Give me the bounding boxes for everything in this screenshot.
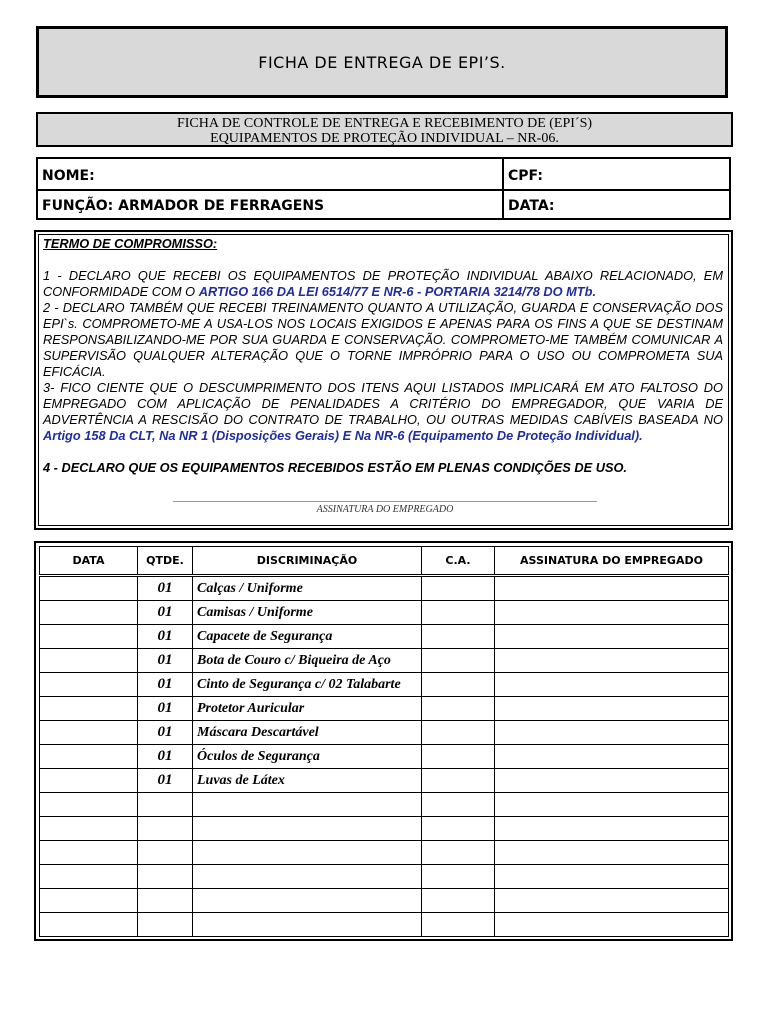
row-ca-cell[interactable] — [422, 721, 495, 745]
table-row — [40, 817, 729, 841]
row-description-cell: Capacete de Segurança — [193, 625, 422, 649]
subtitle-box — [36, 112, 733, 147]
row-date-cell[interactable] — [40, 865, 138, 889]
row-ca-cell[interactable] — [422, 841, 495, 865]
row-signature-cell[interactable] — [495, 769, 729, 793]
row-date-cell[interactable] — [40, 649, 138, 673]
row-description-cell: Protetor Auricular — [193, 697, 422, 721]
row-ca-cell[interactable] — [422, 769, 495, 793]
cpf-field[interactable]: CPF: — [508, 168, 543, 184]
row-description-cell — [193, 913, 422, 937]
row-ca-cell[interactable] — [422, 865, 495, 889]
row-ca-cell[interactable] — [422, 673, 495, 697]
row-ca-cell[interactable] — [422, 793, 495, 817]
funcao-field[interactable]: FUNÇÃO: ARMADOR DE FERRAGENS — [42, 198, 325, 214]
row-signature-cell[interactable] — [495, 673, 729, 697]
data-field[interactable]: DATA: — [508, 198, 555, 214]
col-header-data: DATA — [40, 547, 138, 576]
row-qty-cell: 01 — [138, 697, 193, 721]
row-date-cell[interactable] — [40, 769, 138, 793]
col-header-ca: C.A. — [422, 547, 495, 576]
row-signature-cell[interactable] — [495, 913, 729, 937]
row-date-cell[interactable] — [40, 913, 138, 937]
table-row — [40, 769, 729, 793]
row-description-cell: Máscara Descartável — [193, 721, 422, 745]
row-signature-cell[interactable] — [495, 817, 729, 841]
row-date-cell[interactable] — [40, 721, 138, 745]
row-qty-cell: 01 — [138, 601, 193, 625]
table-row — [40, 913, 729, 937]
nome-field[interactable]: NOME: — [42, 168, 95, 184]
signature-label: ASSINATURA DO EMPREGADO — [316, 504, 454, 515]
row-signature-cell[interactable] — [495, 697, 729, 721]
row-description-cell: Óculos de Segurança — [193, 745, 422, 769]
row-description-cell — [193, 865, 422, 889]
termo-clause-1: 1 - DECLARO QUE RECEBI OS EQUIPAMENTOS DE PROTEÇÃO INDIVIDUAL ABAIXO RELACIONADO, EM CONFORMIDADE COM O ARTIGO 166 DA LEI 6514/77 E NR-6 - PORTARIA 3214/78 DO MTb. — [43, 268, 723, 299]
row-qty-cell: 01 — [138, 649, 193, 673]
row-date-cell[interactable] — [40, 601, 138, 625]
termo-clause-3: 3- FICO CIENTE QUE O DESCUMPRIMENTO DOS ITENS AQUI LISTADOS IMPLICARÁ EM ATO FALTOSO DO EMPREGADO COM APLICAÇÃO DE PENALIDADES A CRITÉRIO DO EMPREGADOR, QUE VARIA DE ADVERTÊNCIA A RESCISÃO DO CONTRATO DE TRABALHO, OU OUTRAS MEDIDAS CABÍVEIS BASEADA NO Artigo 158 Da CLT, Na NR 1 (Disposições Gerais) E Na NR-6 (Equipamento De Proteção Individual). — [43, 380, 723, 443]
col-header-discriminacao: DISCRIMINAÇÃO — [193, 547, 422, 576]
row-qty-cell: 01 — [138, 625, 193, 649]
subtitle-line-2: EQUIPAMENTOS DE PROTEÇÃO INDIVIDUAL – NR-06. — [210, 131, 559, 146]
row-qty-cell: 01 — [138, 576, 193, 601]
row-date-cell[interactable] — [40, 889, 138, 913]
employee-info-box — [36, 157, 731, 220]
row-qty-cell — [138, 889, 193, 913]
table-row — [40, 721, 729, 745]
table-row — [40, 865, 729, 889]
document-title: FICHA DE ENTREGA DE EPI’S. — [36, 26, 728, 98]
col-header-qtde: QTDE. — [138, 547, 193, 576]
epi-table — [39, 546, 729, 937]
epi-table-box — [34, 541, 733, 941]
row-date-cell[interactable] — [40, 697, 138, 721]
row-description-cell — [193, 889, 422, 913]
table-row — [40, 673, 729, 697]
row-date-cell[interactable] — [40, 841, 138, 865]
row-signature-cell[interactable] — [495, 576, 729, 601]
row-signature-cell[interactable] — [495, 793, 729, 817]
row-date-cell[interactable] — [40, 625, 138, 649]
row-date-cell[interactable] — [40, 817, 138, 841]
table-row — [40, 745, 729, 769]
row-qty-cell — [138, 793, 193, 817]
table-row — [40, 697, 729, 721]
row-ca-cell[interactable] — [422, 576, 495, 601]
row-signature-cell[interactable] — [495, 649, 729, 673]
row-description-cell — [193, 793, 422, 817]
row-qty-cell — [138, 913, 193, 937]
row-qty-cell: 01 — [138, 721, 193, 745]
col-header-assinatura: ASSINATURA DO EMPREGADO — [495, 547, 729, 576]
row-ca-cell[interactable] — [422, 697, 495, 721]
row-qty-cell — [138, 817, 193, 841]
row-qty-cell — [138, 865, 193, 889]
row-date-cell[interactable] — [40, 745, 138, 769]
table-row — [40, 576, 729, 601]
row-ca-cell[interactable] — [422, 889, 495, 913]
row-description-cell: Cinto de Segurança c/ 02 Talabarte — [193, 673, 422, 697]
table-row — [40, 841, 729, 865]
row-ca-cell[interactable] — [422, 745, 495, 769]
row-description-cell — [193, 817, 422, 841]
termo-compromisso-box — [34, 230, 733, 530]
row-ca-cell[interactable] — [422, 601, 495, 625]
row-ca-cell[interactable] — [422, 649, 495, 673]
row-description-cell: Bota de Couro c/ Biqueira de Aço — [193, 649, 422, 673]
row-qty-cell: 01 — [138, 673, 193, 697]
row-signature-cell[interactable] — [495, 865, 729, 889]
row-qty-cell: 01 — [138, 745, 193, 769]
row-date-cell[interactable] — [40, 673, 138, 697]
row-qty-cell — [138, 841, 193, 865]
table-row — [40, 625, 729, 649]
row-description-cell: Luvas de Látex — [193, 769, 422, 793]
row-signature-cell[interactable] — [495, 745, 729, 769]
table-row — [40, 793, 729, 817]
termo-clause-2: 2 - DECLARO TAMBÉM QUE RECEBI TREINAMENTO QUANTO A UTILIZAÇÃO, GUARDA E CONSERVAÇÃO DOS EPI`s. COMPROMETO-ME A USA-LOS NOS LOCAIS EXIGIDOS E APENAS PARA OS FINS A QUE SE DESTINAM RESPONSABILIZANDO-ME POR SUA GUARDA E CONSERVAÇÃO. COMPROMETO-ME TAMBÉM COMUNICAR A SUPERVISÃO QUALQUER ALTERAÇÃO QUE O TORNE IMPRÓPRIO PARA O USO OU COMPROMETA SUA EFICÁCIA. — [43, 300, 723, 379]
table-row — [40, 601, 729, 625]
row-signature-cell[interactable] — [495, 601, 729, 625]
row-description-cell: Calças / Uniforme — [193, 576, 422, 601]
row-date-cell[interactable] — [40, 576, 138, 601]
termo-clause-4: 4 - DECLARO QUE OS EQUIPAMENTOS RECEBIDOS ESTÃO EM PLENAS CONDIÇÕES DE USO. — [43, 460, 627, 475]
row-ca-cell[interactable] — [422, 817, 495, 841]
row-signature-cell[interactable] — [495, 721, 729, 745]
row-ca-cell[interactable] — [422, 913, 495, 937]
row-signature-cell[interactable] — [495, 889, 729, 913]
table-row — [40, 889, 729, 913]
row-signature-cell[interactable] — [495, 625, 729, 649]
termo-title: TERMO DE COMPROMISSO: — [43, 236, 218, 251]
row-description-cell: Camisas / Uniforme — [193, 601, 422, 625]
table-row — [40, 649, 729, 673]
table-header-row — [40, 547, 729, 576]
subtitle-line-1: FICHA DE CONTROLE DE ENTREGA E RECEBIMENTO DE (EPI´S) — [176, 116, 593, 131]
row-ca-cell[interactable] — [422, 625, 495, 649]
row-qty-cell: 01 — [138, 769, 193, 793]
row-signature-cell[interactable] — [495, 841, 729, 865]
row-description-cell — [193, 841, 422, 865]
row-date-cell[interactable] — [40, 793, 138, 817]
